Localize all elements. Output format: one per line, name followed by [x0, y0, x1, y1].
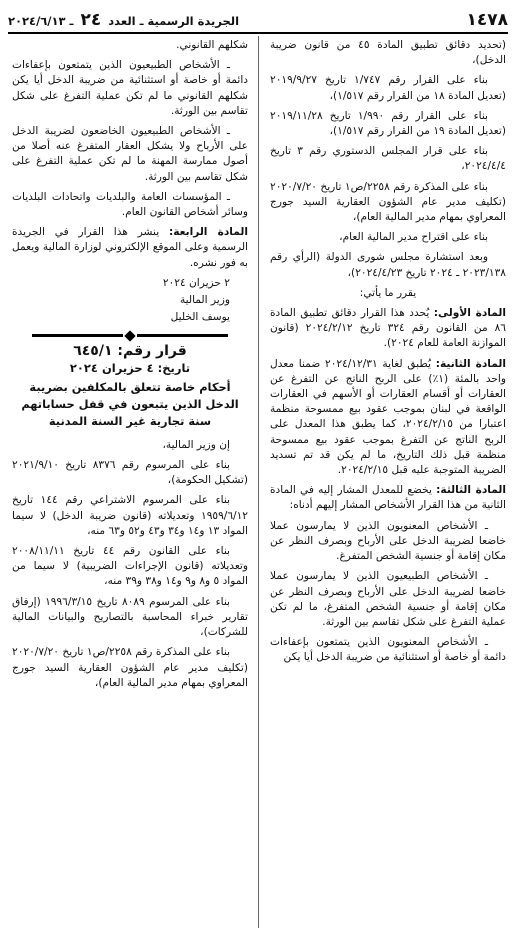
article-label: المادة الأولى:: [433, 307, 506, 320]
journal-header: [8, 10, 239, 30]
article-text: ينشر هذا القرار في الجريدة الرسمية وعلى الموقع الإلكتروني لوزارة المالية ويعمل به فور نشره.: [12, 226, 248, 269]
article-text: يُحدد هذا القرار دقائق تطبيق المادة ٨٦ من القانون رقم ٣٢٤ تاريخ ٢٠٢٤/٢/١٢ (قانون الموازنة العامة للعام ٢٠٢٤).: [270, 307, 506, 350]
paragraph: بناء على المرسوم رقم ٨٣٧٦ تاريخ ٢٠٢١/٩/١٠ (تشكيل الحكومة)،: [12, 459, 248, 487]
paragraph: بناء على المرسوم الاشتراعي رقم ١٤٤ تاريخ ١٩٥٩/٦/١٢ وتعديلاته (قانون ضريبة الدخل) لا سيما المواد ١٣ و١٤ و٣٤ و٤٣ و٥٢ و٦٣ منه،: [12, 494, 248, 537]
paragraph: بناء على القرار رقم ١/٧٤٧ تاريخ ٢٠١٩/٩/٢٧ (تعديل المادة ١٨ من القرار رقم ١/٥١٧)،: [270, 74, 506, 102]
article-label: المادة الرابعة:: [168, 226, 248, 239]
paragraph: إن وزير المالية،: [162, 438, 230, 451]
column-separator: [258, 36, 259, 928]
paragraph: شكلهم القانوني.: [176, 39, 248, 51]
decision-date: تاريخ: ٤ حزيران ٢٠٢٤: [69, 360, 191, 375]
decides-heading: يقرر ما يأتي:: [359, 286, 417, 299]
journal-name: الجريدة الرسمية ـ العدد: [108, 14, 240, 28]
right-column: [270, 38, 506, 671]
article-3: [270, 483, 506, 513]
paragraph: بناء على اقتراح مدير المالية العام،: [339, 231, 488, 244]
list-item: ـ الأشخاص المعنويون الذين لا يمارسون عملا خاضعا لضريبة الدخل على الأرباح وبصرف النظر عن مكان إقامة أو جنسية الشخص المتفرغ.: [270, 519, 506, 563]
page-number: ١٤٧٨: [466, 10, 508, 30]
article-2: [270, 357, 506, 479]
paragraph: بناء على المذكرة رقم ٢٢٥٨/ص١ تاريخ ٢٠٢٠/٧/٢٠ (تكليف مدير عام الشؤون العقارية السيد جورج المعراوي بمهام مدير المالية العام)،: [270, 180, 506, 224]
paragraph: (تحديد دقائق تطبيق المادة ٤٥ من قانون ضريبة الدخل)،: [270, 39, 506, 67]
list-item: ـ المؤسسات العامة والبلديات واتحادات البلديات وسائر أشخاص القانون العام.: [12, 190, 248, 219]
section-divider: [32, 331, 228, 340]
paragraph: بناء على المذكرة رقم ٢٢٥٨/ص١ تاريخ ٢٠٢٠/٧/٢٠ (تكليف مدير عام الشؤون العقارية السيد جورج المعراوي بمهام مدير المالية العام)،: [12, 646, 248, 689]
article-1: [270, 306, 506, 352]
list-item: ـ الأشخاص الطبيعيون الذين يتمتعون بإعفاءات دائمة أو خاصة أو استثنائية من ضريبة الدخل أيا يكن شكلهم القانوني ما لم تكن عملية التفرغ على شكل تقاسم بين الورثة.: [12, 59, 248, 117]
paragraph: بناء على القانون رقم ٤٤ تاريخ ٢٠٠٨/١١/١١ وتعديلاته (قانون الإجراءات الضريبية) لا سيما من المواد ٥ و٨ و٩ و١٤ و٣٨ و٣٩ منه،: [12, 545, 248, 588]
decision-subject: أحكام خاصة تتعلق بالمكلفين بضريبة الدخل الذين يتبعون في قفل حساباتهم سنة تجارية غير السنة المدنية: [21, 379, 239, 428]
paragraph: وبعد استشارة مجلس شورى الدولة (الرأي رقم ٢٠٢٣/١٣٨ ـ ٢٠٢٤ تاريخ ٢٠٢٤/٤/٢٣)،: [270, 251, 506, 279]
article-text: يُطبق لغاية ٢٠٢٤/١٢/٣١ ضمنا معدل واحد بالمئة (١٪) على الربح الناتج عن التفرغ عن العقارات أو أقسام العقارات أو الأسهم في العقارات الواقعة في لبنان بموجب عقود بيع ممسوحة منظمة اعتبارا من ٢٠٢٤/٢/١٥، كما يطبق هذا المعدل على الربح الناتج عن التفرغ بموجب عقود بيع ممسوحة منظمة قبل ذلك التاريخ، ما لم يكن قد تم تسديد الضريبة المتوجبة عليه قبل ٢٠٢٤/٢/١٥.: [270, 357, 506, 477]
issue-date: ـ ٢٠٢٤/٦/١٣: [8, 14, 74, 28]
page-header: [8, 6, 508, 30]
article-label: المادة الثانية:: [435, 357, 506, 370]
article-label: المادة الثالثة:: [436, 484, 506, 497]
decision-title: قرار رقم: ٦٤٥/١: [73, 343, 187, 360]
article-text: يخضع للمعدل المشار إليه في المادة الثانية من هذا القرار الأشخاص المشار إليهم أدناه:: [270, 484, 506, 512]
paragraph: بناء على قرار المجلس الدستوري رقم ٣ تاريخ ٢٠٢٤/٤/٤،: [270, 145, 506, 173]
paragraph: بناء على المرسوم ٨٠٨٩ تاريخ ١٩٩٦/٣/١٥ (إرفاق تقارير خبراء المحاسبة بالتصاريح والبيانات المالية للشركات)،: [12, 595, 248, 639]
signature-title: وزير المالية: [179, 294, 230, 307]
article-4: [12, 225, 248, 271]
header-rule: [8, 32, 508, 34]
issue-number: ٢٤: [80, 10, 102, 30]
paragraph: بناء على القرار رقم ١/٩٩٠ تاريخ ٢٠١٩/١١/٢٨ (تعديل المادة ١٩ من القرار رقم ١/٥١٧)،: [270, 109, 506, 138]
left-column: [12, 38, 248, 696]
list-item: ـ الأشخاص الطبيعيون الذين لا يمارسون عملا خاضعا لضريبة الدخل على الأرباح وبصرف النظر عن مكان إقامة أو جنسية الشخص المتفرغ، ما لم تكن عملية التفرغ على شكل تقاسم بين الورثة.: [270, 570, 506, 628]
signature-name: يوسف الخليل: [170, 311, 230, 324]
signature-date: ٢ حزيران ٢٠٢٤: [162, 276, 230, 289]
list-item: ـ الأشخاص المعنويون الذين يتمتعون بإعفاءات دائمة أو خاصة أو استثنائية من ضريبة الدخل أيا يكن: [270, 636, 506, 664]
list-item: ـ الأشخاص الطبيعيون الخاضعون لضريبة الدخل على الأرباح ولا يشكل العقار المتفرغ عنه أصلا من أصول ممارسة المهنة ما لم تكن عملية التفرغ على شكل تقاسم بين الورثة.: [12, 125, 248, 183]
